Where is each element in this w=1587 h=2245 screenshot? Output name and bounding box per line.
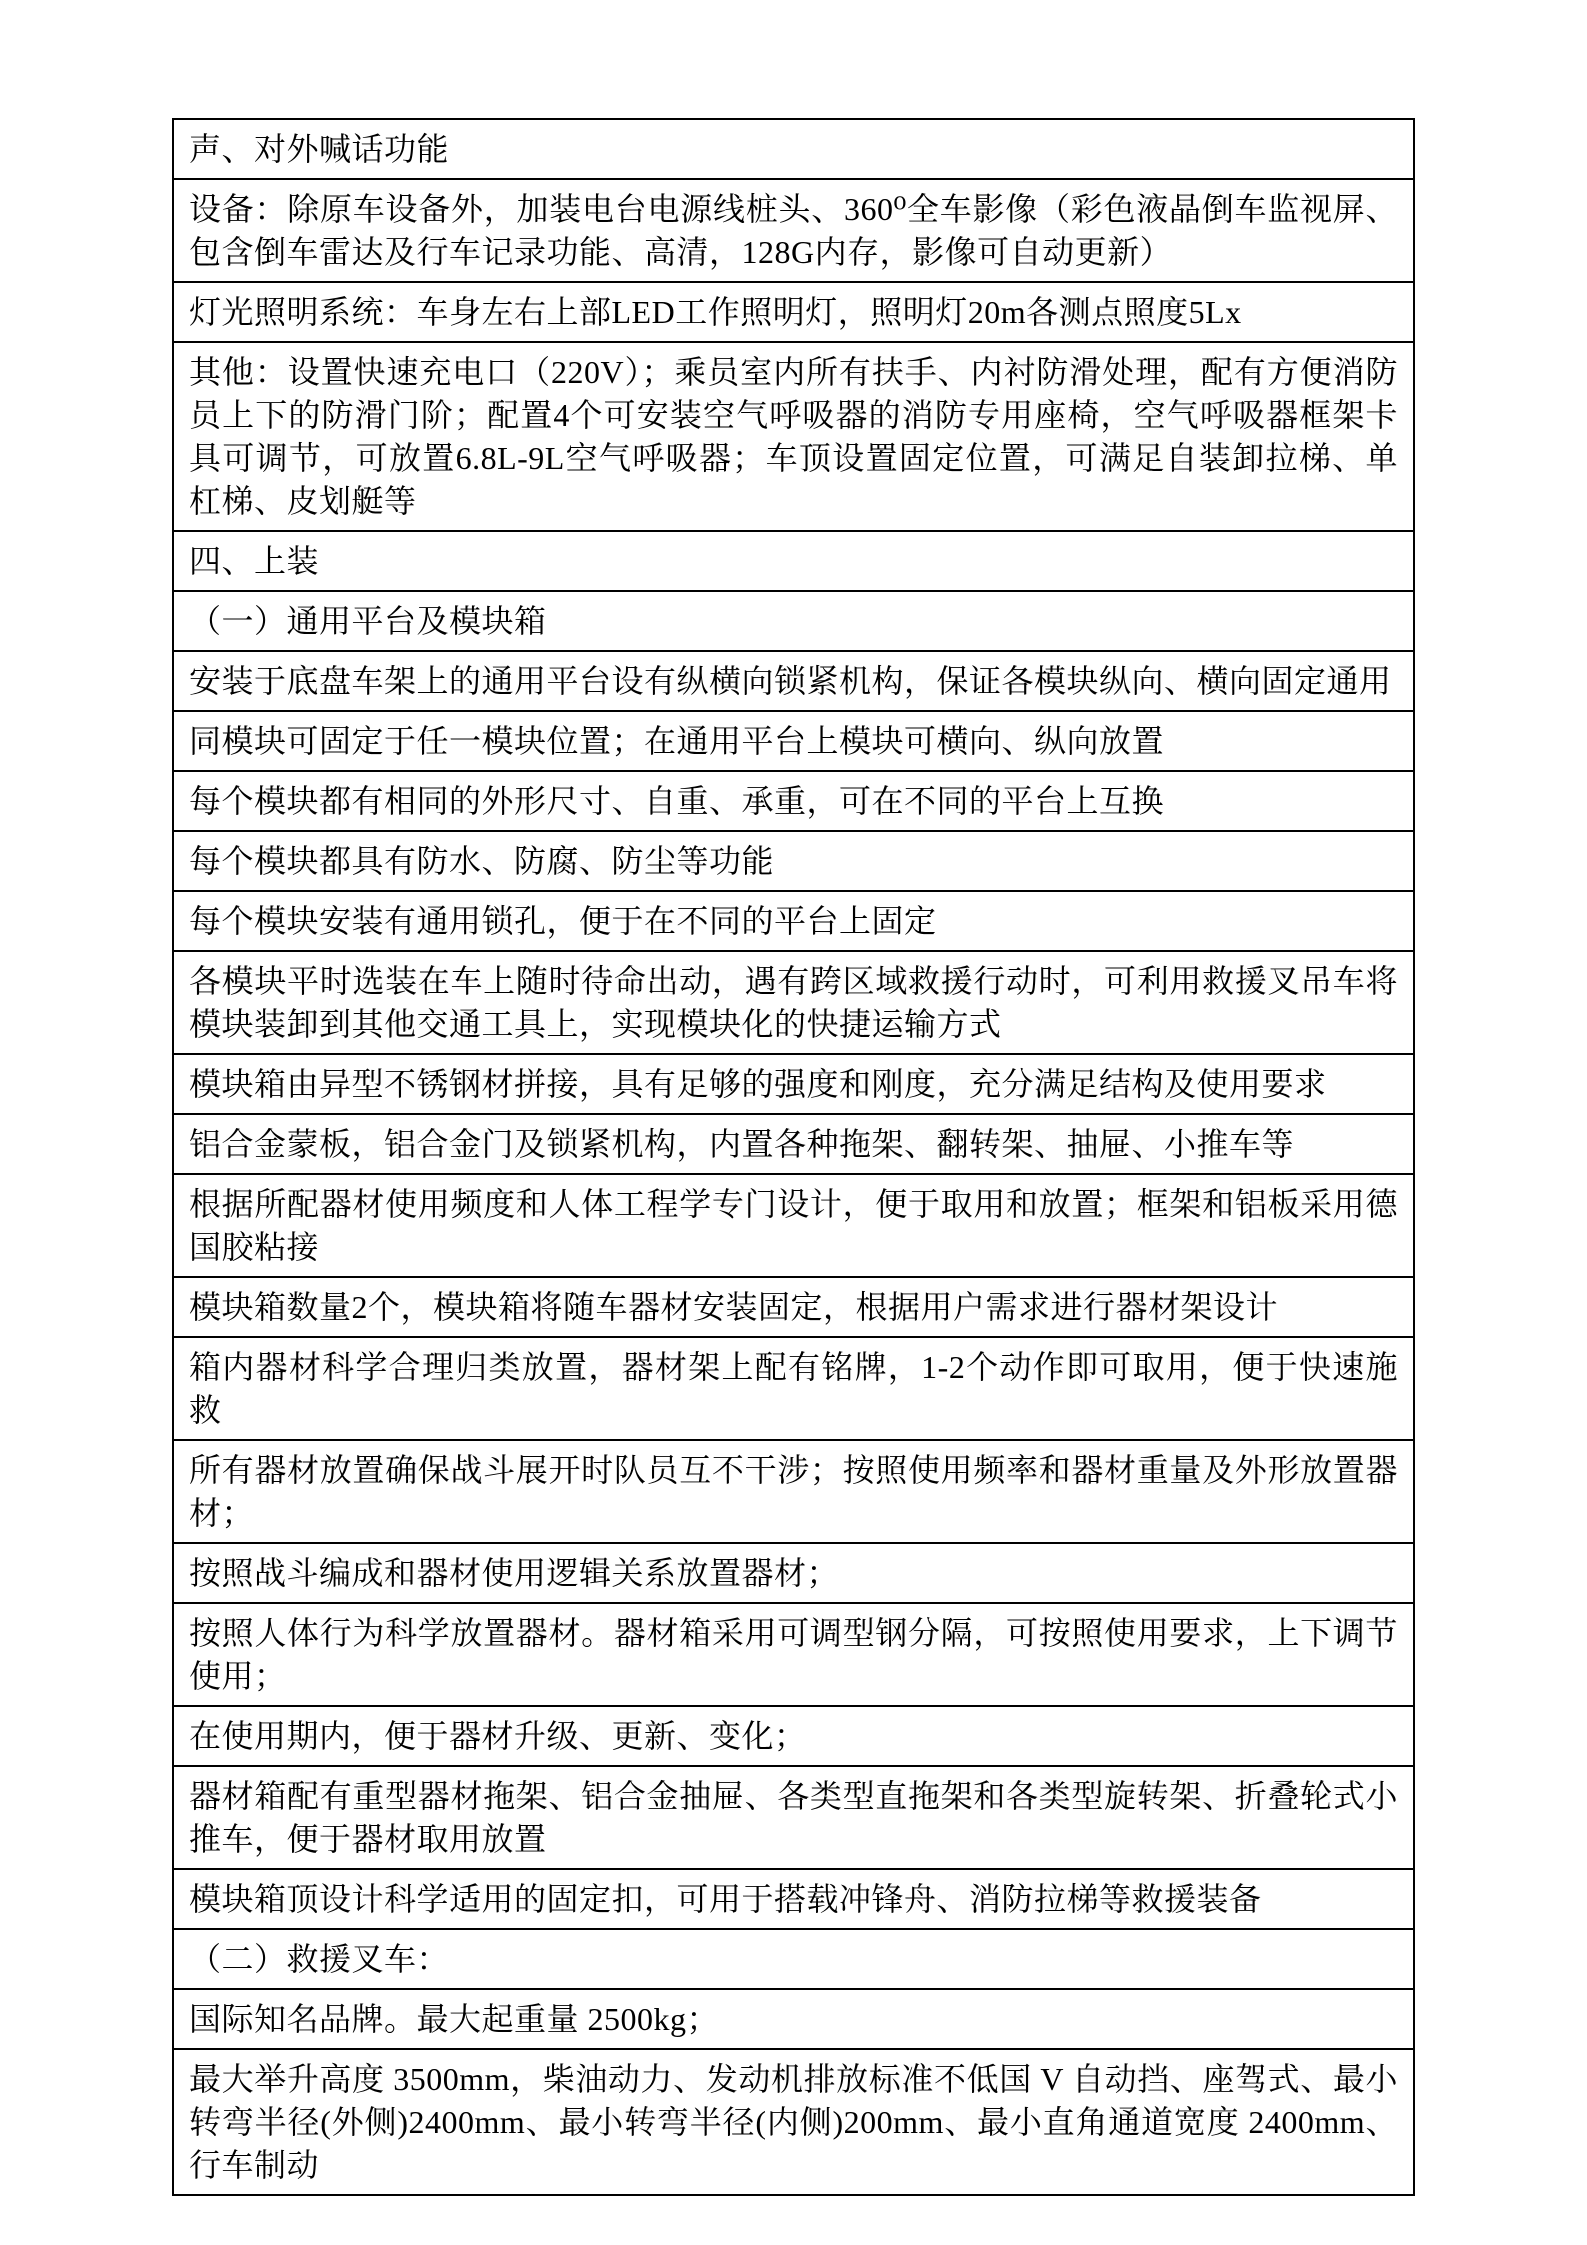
table-row bbox=[174, 1988, 1413, 2048]
row-text: 设备：除原车设备外，加装电台电源线桩头、360⁰全车影像（彩色液晶倒车监视屏、包含倒车雷达及行车记录功能、高清，128G内存，影像可自动更新） bbox=[189, 191, 1398, 270]
table-row bbox=[174, 341, 1413, 530]
spec-table bbox=[172, 118, 1415, 2196]
table-row bbox=[174, 590, 1413, 650]
table-row bbox=[174, 950, 1413, 1053]
row-text: （一）通用平台及模块箱 bbox=[189, 603, 547, 639]
row-text: 各模块平时选装在车上随时待命出动，遇有跨区域救援行动时，可利用救援叉吊车将模块装卸到其他交通工具上，实现模块化的快捷运输方式 bbox=[189, 963, 1398, 1042]
row-text: 按照战斗编成和器材使用逻辑关系放置器材； bbox=[189, 1555, 840, 1591]
row-text: 模块箱数量2个，模块箱将随车器材安装固定，根据用户需求进行器材架设计 bbox=[189, 1289, 1279, 1325]
row-text: 声、对外喊话功能 bbox=[189, 131, 450, 167]
table-row bbox=[174, 120, 1413, 178]
table-row bbox=[174, 830, 1413, 890]
row-text: 铝合金蒙板，铝合金门及锁紧机构，内置各种拖架、翻转架、抽屉、小推车等 bbox=[189, 1126, 1295, 1162]
row-text: 最大举升高度 3500mm，柴油动力、发动机排放标准不低国 V 自动挡、座驾式、最小转弯半径(外侧)2400mm、最小转弯半径(内侧)200mm、最小直角通道宽度 2400mm、行车制动 bbox=[189, 2061, 1398, 2183]
row-text: 每个模块都有相同的外形尺寸、自重、承重，可在不同的平台上互换 bbox=[189, 783, 1165, 819]
row-text: 器材箱配有重型器材拖架、铝合金抽屉、各类型直拖架和各类型旋转架、折叠轮式小推车，便于器材取用放置 bbox=[189, 1778, 1398, 1857]
table-row bbox=[174, 2048, 1413, 2194]
table-row bbox=[174, 1173, 1413, 1276]
row-text: 模块箱顶设计科学适用的固定扣，可用于搭载冲锋舟、消防拉梯等救援装备 bbox=[189, 1881, 1262, 1917]
row-text: 根据所配器材使用频度和人体工程学专门设计，便于取用和放置；框架和铝板采用德国胶粘接 bbox=[189, 1186, 1398, 1265]
table-row bbox=[174, 530, 1413, 590]
row-text: 在使用期内，便于器材升级、更新、变化； bbox=[189, 1718, 807, 1754]
table-row bbox=[174, 1705, 1413, 1765]
table-row bbox=[174, 770, 1413, 830]
table-row bbox=[174, 178, 1413, 281]
row-text: 四、上装 bbox=[189, 543, 320, 579]
row-text: 箱内器材科学合理归类放置，器材架上配有铭牌，1-2个动作即可取用，便于快速施救 bbox=[189, 1349, 1398, 1428]
row-text: 每个模块安装有通用锁孔，便于在不同的平台上固定 bbox=[189, 903, 937, 939]
table-row bbox=[174, 1542, 1413, 1602]
row-text: 按照人体行为科学放置器材。器材箱采用可调型钢分隔，可按照使用要求，上下调节使用； bbox=[189, 1615, 1398, 1694]
row-text: 模块箱由异型不锈钢材拼接，具有足够的强度和刚度，充分满足结构及使用要求 bbox=[189, 1066, 1327, 1102]
row-text: （二）救援叉车： bbox=[189, 1941, 450, 1977]
table-row bbox=[174, 710, 1413, 770]
table-row bbox=[174, 1765, 1413, 1868]
table-row bbox=[174, 1113, 1413, 1173]
table-row bbox=[174, 1439, 1413, 1542]
table-row bbox=[174, 281, 1413, 341]
table-row bbox=[174, 1336, 1413, 1439]
table-row bbox=[174, 1868, 1413, 1928]
row-text: 所有器材放置确保战斗展开时队员互不干涉；按照使用频率和器材重量及外形放置器材； bbox=[189, 1452, 1398, 1531]
table-row bbox=[174, 650, 1413, 710]
row-text: 每个模块都具有防水、防腐、防尘等功能 bbox=[189, 843, 775, 879]
table-row bbox=[174, 1928, 1413, 1988]
row-text: 同模块可固定于任一模块位置；在通用平台上模块可横向、纵向放置 bbox=[189, 723, 1165, 759]
table-row bbox=[174, 1053, 1413, 1113]
row-text: 灯光照明系统：车身左右上部LED工作照明灯，照明灯20m各测点照度5Lx bbox=[189, 294, 1242, 330]
table-row bbox=[174, 1276, 1413, 1336]
row-text: 国际知名品牌。最大起重量 2500kg； bbox=[189, 2001, 720, 2037]
row-text: 安装于底盘车架上的通用平台设有纵横向锁紧机构，保证各模块纵向、横向固定通用 bbox=[189, 663, 1392, 699]
row-text: 其他：设置快速充电口（220V）；乘员室内所有扶手、内衬防滑处理，配有方便消防员上下的防滑门阶；配置4个可安装空气呼吸器的消防专用座椅，空气呼吸器框架卡具可调节，可放置6.8L-9L空气呼吸器；车顶设置固定位置，可满足自装卸拉梯、单杠梯、皮划艇等 bbox=[189, 354, 1398, 519]
table-row bbox=[174, 1602, 1413, 1705]
table-row bbox=[174, 890, 1413, 950]
